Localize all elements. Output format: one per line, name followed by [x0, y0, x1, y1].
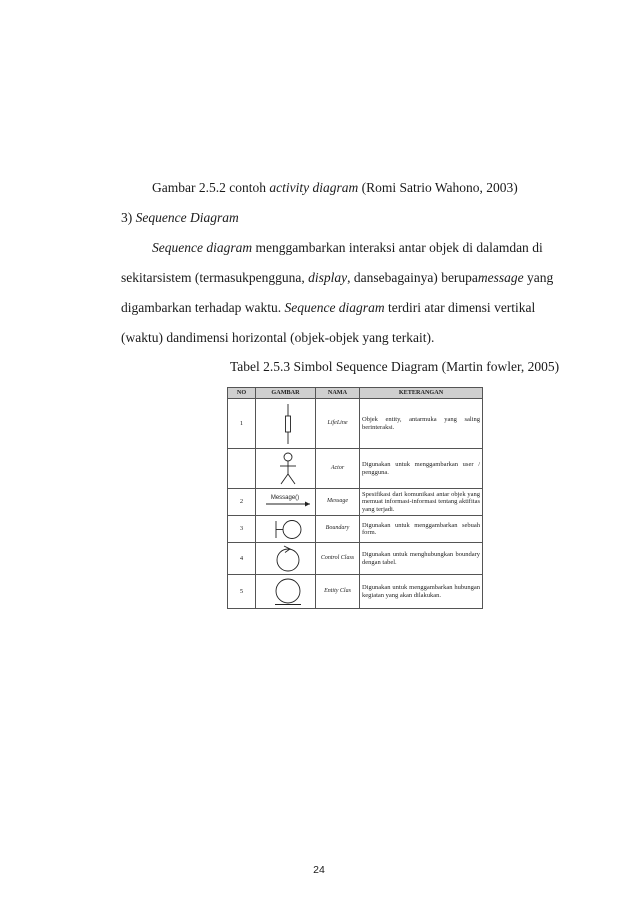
message-label: Message() — [270, 495, 300, 501]
paragraph-line-1: Sequence diagram menggambarkan interaksi antar objek di dalamdan di — [152, 240, 543, 255]
row-description: Objek entity, antarmuka yang saling berinteraksi. — [360, 399, 483, 449]
lifeline-icon — [258, 400, 318, 448]
row-description: Digunakan untuk menggambarkan user / pengguna. — [360, 449, 483, 489]
figure-caption: Gambar 2.5.2 contoh activity diagram (Romi Satrio Wahono, 2003) — [152, 180, 518, 195]
row-description: Spesifikasi dari komunikasi antar objek yang memuat informasi-informasi tentang aktifitas yang terjadi. — [360, 489, 483, 516]
actor-icon — [258, 450, 318, 488]
header-nama: NAMA — [316, 388, 360, 399]
boundary-icon — [258, 517, 318, 542]
row-name: Entity Clas — [316, 575, 360, 609]
row-name: Control Class — [316, 543, 360, 575]
paragraph-line-3: digambarkan terhadap waktu. Sequence diagram terdiri atar dimensi vertikal — [121, 300, 536, 315]
row-no: 2 — [228, 489, 256, 516]
paragraph-line-4: (waktu) dandimensi horizontal (objek-objek yang terkait). — [121, 330, 435, 345]
row-no: 5 — [228, 575, 256, 609]
row-name: LifeLine — [316, 399, 360, 449]
table-row — [228, 449, 483, 489]
table-row — [228, 575, 483, 609]
header-no: NO — [228, 388, 256, 399]
section-heading: 3) Sequence Diagram — [121, 210, 239, 225]
table-row — [228, 399, 483, 449]
entity-class-icon — [258, 576, 318, 608]
table-row — [228, 543, 483, 575]
row-no — [228, 449, 256, 489]
row-no: 1 — [228, 399, 256, 449]
paragraph-line-2: sekitarsistem (termasukpengguna, display, dansebagainya) berupamessage yang — [121, 270, 554, 285]
sequence-symbol-table-figure — [227, 387, 482, 599]
row-description: Digunakan untuk menggambarkan hubungan kegiatan yang akan dilakukan. — [360, 575, 483, 609]
sequence-symbol-table — [227, 387, 483, 609]
row-description: Digunakan untuk menghubungkan boundary dengan tabel. — [360, 543, 483, 575]
row-no: 3 — [228, 516, 256, 543]
row-description: Digunakan untuk menggambarkan sebuah form. — [360, 516, 483, 543]
table-row — [228, 489, 483, 516]
header-gambar: GAMBAR — [256, 388, 316, 399]
header-keterangan: KETERANGAN — [360, 388, 483, 399]
message-icon — [258, 491, 318, 513]
table-row — [228, 516, 483, 543]
row-name: Boundary — [316, 516, 360, 543]
table-caption: Tabel 2.5.3 Simbol Sequence Diagram (Martin fowler, 2005) — [230, 359, 560, 374]
control-class-icon — [258, 544, 318, 574]
page-number: 24 — [313, 864, 325, 876]
row-no: 4 — [228, 543, 256, 575]
table-header-row — [228, 388, 483, 399]
row-name: Message — [316, 489, 360, 516]
row-name: Actor — [316, 449, 360, 489]
